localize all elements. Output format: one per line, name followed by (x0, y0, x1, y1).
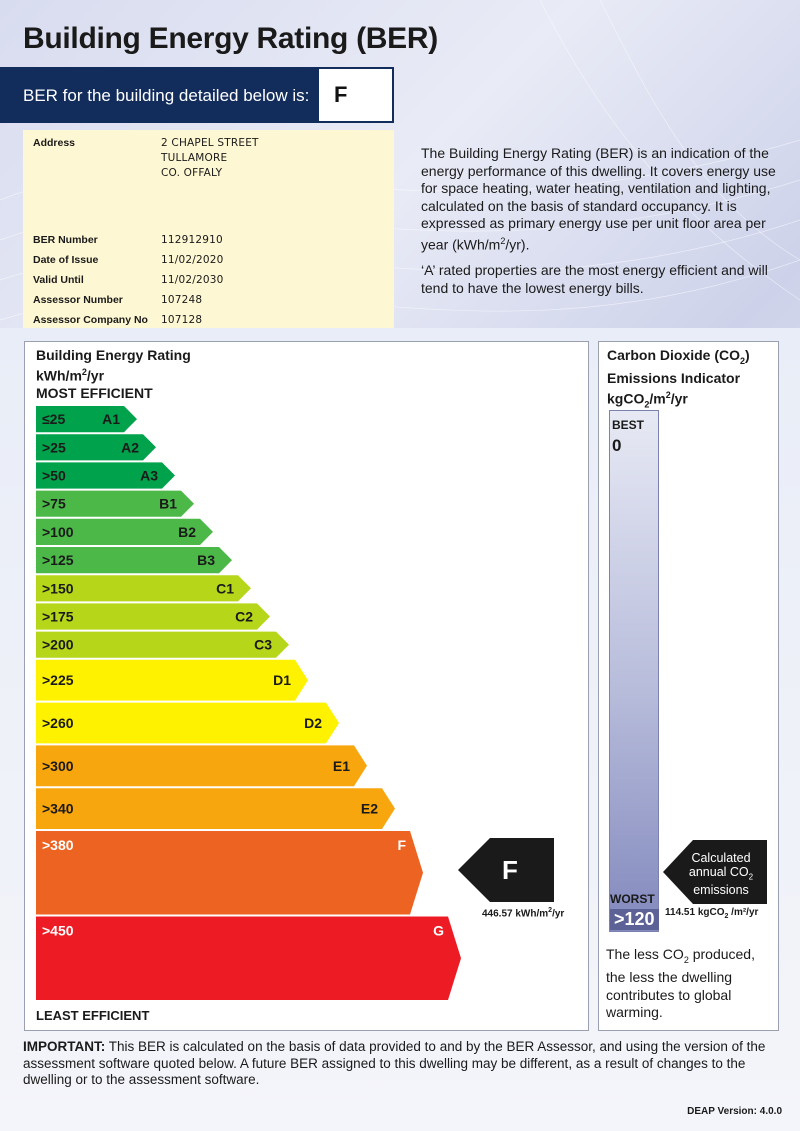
band-threshold-a1: ≤25 (42, 411, 66, 428)
co2-best-value: 0 (612, 436, 622, 455)
band-label-c1: C1 (216, 580, 234, 597)
band-arrow-c3 (36, 632, 289, 658)
co2-worst-value: >120 (610, 909, 659, 930)
address-line-2: TULLAMORE (161, 152, 228, 164)
valid-until-label: Valid Until (33, 274, 84, 286)
date-of-issue: 11/02/2020 (161, 254, 224, 266)
rating-panel-heading: Building Energy Rating kWh/$m^2/yr$ MOST EFFICIENT (36, 347, 191, 401)
band-label-e1: E1 (332, 757, 350, 774)
band-arrow-d2 (36, 703, 339, 744)
current-rating-grade: F (502, 855, 518, 885)
co2-arrow-text: Calculated annual $CO_2$ emissions (688, 851, 754, 897)
band-c1 (36, 575, 251, 601)
band-f (36, 831, 423, 915)
description-paragraph-1: The Building Energy Rating (BER) is an indication of the energy performance of this dwelling. It covers energy use for space heating, water heating, ventilation and lighting, calculated on the basis of standard occupancy. It is expressed as primary energy use per unit floor area per year $(kWh/m^2/yr)$. (421, 145, 776, 253)
co2-worst-label: WORST (610, 892, 655, 906)
valid-until: 11/02/2030 (161, 274, 224, 286)
band-label-b3: B3 (197, 552, 215, 569)
assessor-number-label: Assessor Number (33, 294, 123, 306)
band-e1 (36, 745, 367, 786)
ber-value-label: 446.57 kWh/$m^2/yr$ (482, 907, 565, 920)
address-line-3: CO. OFFALY (161, 167, 223, 179)
band-a3 (36, 462, 175, 488)
band-a2 (36, 434, 156, 460)
description-paragraph-2: ‘A’ rated properties are the most energy efficient and will tend to have the lowest energy bills. (421, 262, 768, 296)
co2-value-label: 114.51 kgCO$_2$ /m²/yr (665, 907, 759, 920)
band-label-d1: D1 (273, 672, 291, 689)
band-threshold-g: >450 (42, 922, 74, 939)
co2-note: The less $CO_2$ produced, the less the dwelling contributes to global warming. (606, 946, 755, 1021)
ber-number: 112912910 (161, 234, 223, 246)
band-threshold-b1: >75 (42, 495, 66, 512)
band-label-a2: A2 (121, 439, 139, 456)
band-b2 (36, 519, 213, 545)
assessor-company-label: Assessor Company No (33, 314, 148, 326)
band-arrow-g (36, 917, 461, 1001)
band-threshold-a2: >25 (42, 439, 66, 456)
assessor-company: 107128 (161, 314, 203, 326)
band-threshold-b2: >100 (42, 523, 74, 540)
band-threshold-c3: >200 (42, 636, 74, 653)
ber-banner-label: BER for the building detailed below is: (23, 86, 310, 105)
band-threshold-f: >380 (42, 837, 74, 853)
band-c3 (36, 632, 289, 658)
band-label-e2: E2 (360, 800, 378, 817)
band-threshold-b3: >125 (42, 552, 74, 569)
band-e2 (36, 788, 395, 829)
band-arrow-f (36, 831, 423, 915)
band-threshold-a3: >50 (42, 467, 66, 484)
band-g (36, 917, 461, 1001)
band-label-c2: C2 (235, 608, 253, 625)
date-of-issue-label: Date of Issue (33, 254, 99, 266)
band-threshold-e1: >300 (42, 757, 74, 774)
address-line-1: 2 CHAPEL STREET (161, 137, 259, 149)
band-label-a3: A3 (140, 467, 158, 484)
ber-banner-grade: F (334, 82, 348, 107)
band-d2 (36, 703, 339, 744)
band-arrow-e2 (36, 788, 395, 829)
band-threshold-c2: >175 (42, 608, 74, 625)
band-c2 (36, 603, 270, 629)
band-arrow-e1 (36, 745, 367, 786)
band-label-b1: B1 (159, 495, 177, 512)
band-d1 (36, 660, 308, 701)
band-label-g: G (433, 922, 444, 939)
co2-panel-heading: Carbon Dioxide $(CO_2)$ Emissions Indicator $kgCO_2/m^2/yr$ (607, 347, 750, 410)
band-label-b2: B2 (178, 523, 196, 540)
important-notice: IMPORTANT: This BER is calculated on the basis of data provided to and by the BER Assessor, and using the version of the assessment software quoted below. A future BER assigned to this dwelling may be different, as a result of changes to the dwelling or to the assessment software. (23, 1039, 766, 1087)
co2-scale-bar (609, 410, 659, 932)
co2-best-label: BEST (612, 418, 645, 432)
band-label-a1: A1 (102, 411, 120, 428)
deap-version: DEAP Version: 4.0.0 (687, 1106, 782, 1117)
band-b1 (36, 491, 194, 517)
ber-number-label: BER Number (33, 234, 98, 246)
band-b3 (36, 547, 232, 573)
band-label-d2: D2 (304, 715, 322, 731)
address-label: Address (33, 137, 76, 149)
band-threshold-c1: >150 (42, 580, 74, 597)
band-a1 (36, 406, 137, 432)
page-title: Building Energy Rating (BER) (23, 22, 438, 55)
assessor-number: 107248 (161, 294, 203, 306)
band-threshold-d2: >260 (42, 715, 74, 731)
band-label-c3: C3 (254, 636, 272, 653)
band-arrow-d1 (36, 660, 308, 701)
band-label-f: F (397, 837, 406, 853)
band-threshold-e2: >340 (42, 800, 74, 817)
band-threshold-d1: >225 (42, 672, 74, 689)
least-efficient-label: LEAST EFFICIENT (36, 1008, 150, 1023)
